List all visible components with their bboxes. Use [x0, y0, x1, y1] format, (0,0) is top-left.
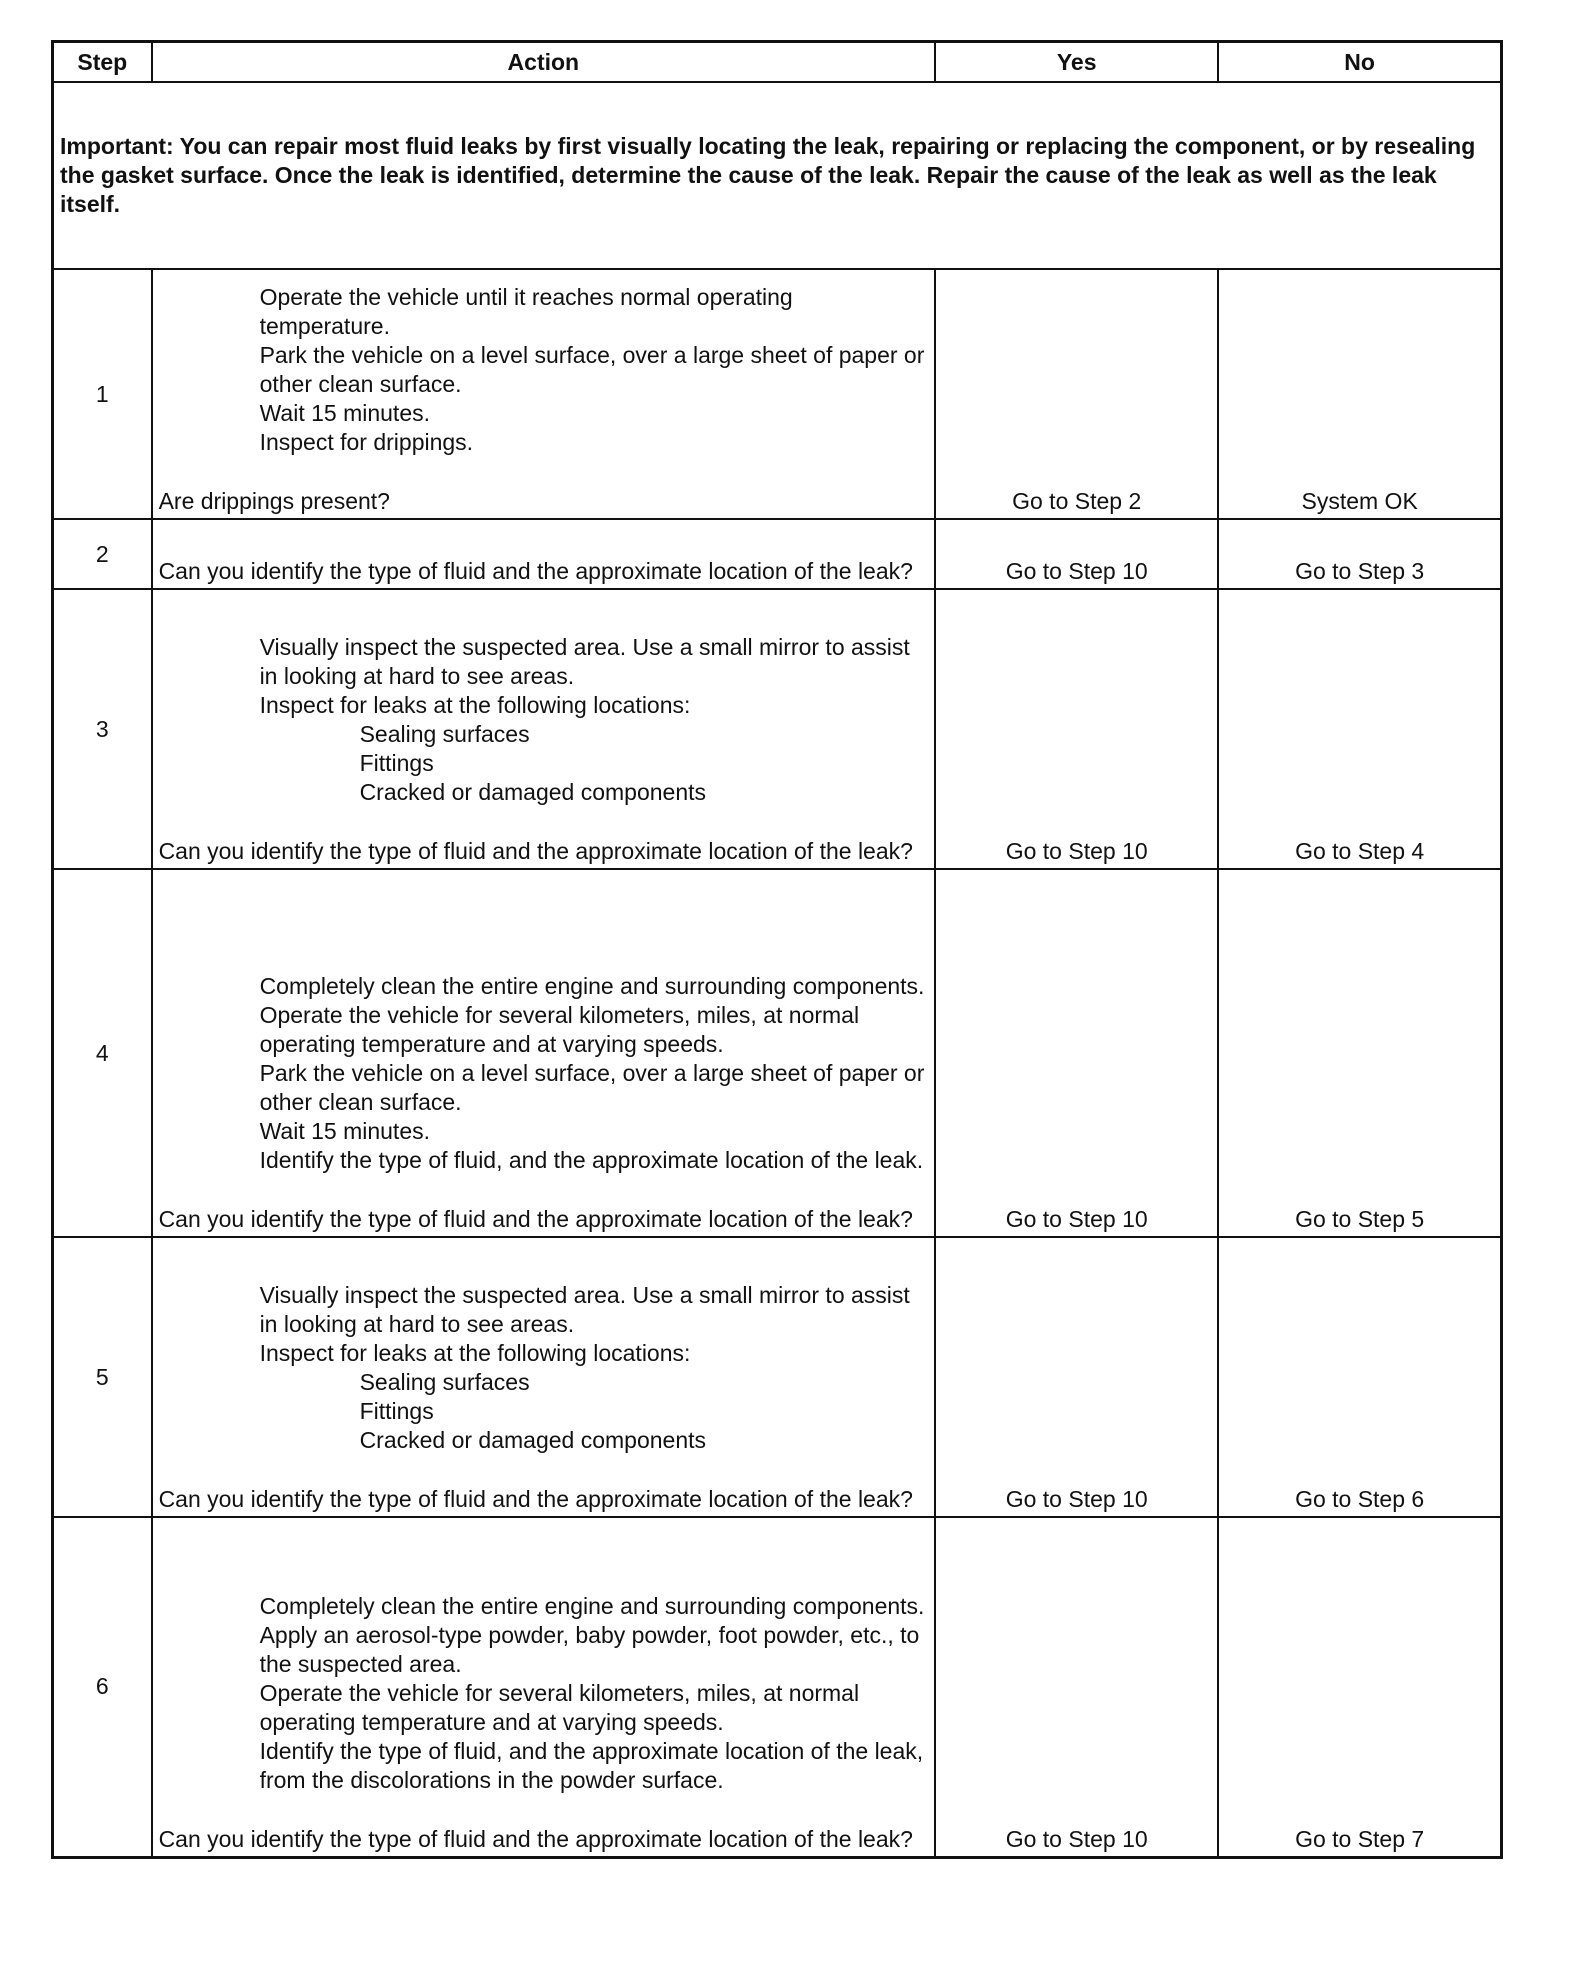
step-number: 4 — [53, 869, 152, 1237]
action-step-item: Inspect for leaks at the following locations: — [259, 1340, 691, 1366]
step-number: 1 — [53, 269, 152, 519]
step-question: Can you identify the type of fluid and the approximate location of the leak? — [158, 1486, 913, 1512]
important-row — [53, 82, 1502, 269]
step-row — [53, 589, 1502, 869]
step-question: Are drippings present? — [158, 488, 390, 514]
yes-result: Go to Step 2 — [935, 269, 1218, 519]
yes-result: Go to Step 10 — [935, 519, 1218, 589]
action-step-item: Inspect for leaks at the following locations: — [259, 692, 691, 718]
action-step-item: Identify the type of fluid, and the approximate location of the leak, from the discolorations in the powder surface. — [259, 1737, 924, 1793]
inspection-location-item: Sealing surfaces — [359, 1369, 530, 1395]
yes-result: Go to Step 10 — [935, 589, 1218, 869]
step-row — [53, 869, 1502, 1237]
step-question: Can you identify the type of fluid and the approximate location of the leak? — [158, 558, 913, 584]
step-question: Can you identify the type of fluid and the approximate location of the leak? — [158, 1825, 913, 1852]
inspection-location-item: Cracked or damaged components — [359, 1427, 707, 1453]
action-step-item: Visually inspect the suspected area. Use a small mirror to assist in looking at hard to see areas. — [259, 634, 910, 689]
step-row — [53, 1237, 1502, 1517]
step-number: 2 — [53, 519, 152, 589]
action-steps-list — [260, 633, 929, 807]
action-step-item: Completely clean the entire engine and surrounding components. — [259, 1592, 925, 1619]
no-result: System OK — [1218, 269, 1501, 519]
step-row — [53, 519, 1502, 589]
no-result: Go to Step 3 — [1218, 519, 1501, 589]
action-step-item: Completely clean the entire engine and surrounding components. — [259, 973, 925, 999]
diagnostic-table — [51, 40, 1503, 1859]
action-step-item: Visually inspect the suspected area. Use a small mirror to assist in looking at hard to see areas. — [259, 1282, 910, 1337]
step-number: 5 — [53, 1237, 152, 1517]
action-cell — [152, 589, 936, 869]
action-step-item: Apply an aerosol-type powder, baby powder, foot powder, etc., to the suspected area. — [259, 1621, 920, 1677]
no-result: Go to Step 5 — [1218, 869, 1501, 1237]
action-cell — [152, 1517, 936, 1857]
step-question: Can you identify the type of fluid and the approximate location of the leak? — [158, 1206, 913, 1232]
no-result: Go to Step 4 — [1218, 589, 1501, 869]
action-cell — [152, 869, 936, 1237]
action-step-item: Park the vehicle on a level surface, over a large sheet of paper or other clean surface. — [259, 1060, 925, 1115]
action-step-item: Operate the vehicle until it reaches normal operating temperature. — [259, 284, 793, 339]
header-row — [53, 42, 1502, 83]
action-steps-list — [260, 1281, 929, 1455]
header-no: No — [1218, 42, 1501, 83]
inspection-location-item: Sealing surfaces — [359, 721, 530, 747]
header-action: Action — [152, 42, 936, 83]
inspection-location-item: Fittings — [359, 1398, 434, 1424]
action-step-item: Wait 15 minutes. — [259, 1118, 430, 1144]
action-cell — [152, 269, 936, 519]
header-step: Step — [53, 42, 152, 83]
yes-result: Go to Step 10 — [935, 869, 1218, 1237]
action-step-item: Wait 15 minutes. — [259, 400, 430, 426]
no-result: Go to Step 6 — [1218, 1237, 1501, 1517]
inspection-locations-list — [360, 720, 929, 807]
yes-result: Go to Step 10 — [935, 1517, 1218, 1857]
yes-result: Go to Step 10 — [935, 1237, 1218, 1517]
action-steps-list — [260, 1592, 929, 1795]
inspection-location-item: Fittings — [359, 750, 434, 776]
action-cell — [152, 1237, 936, 1517]
step-question: Can you identify the type of fluid and the approximate location of the leak? — [158, 838, 913, 864]
action-cell — [152, 519, 936, 589]
action-step-item: Park the vehicle on a level surface, over a large sheet of paper or other clean surface. — [259, 342, 925, 397]
step-number: 3 — [53, 589, 152, 869]
inspection-locations-list — [360, 1368, 929, 1455]
no-result: Go to Step 7 — [1218, 1517, 1501, 1857]
action-steps-list — [260, 972, 929, 1175]
inspection-location-item: Cracked or damaged components — [359, 779, 707, 805]
step-row — [53, 269, 1502, 519]
action-step-item: Identify the type of fluid, and the approximate location of the leak. — [259, 1147, 924, 1173]
action-steps-list — [260, 283, 929, 457]
step-number: 6 — [53, 1517, 152, 1857]
action-step-item: Operate the vehicle for several kilometers, miles, at normal operating temperature and at varying speeds. — [259, 1679, 860, 1735]
action-step-item: Operate the vehicle for several kilometers, miles, at normal operating temperature and at varying speeds. — [259, 1002, 860, 1057]
action-step-item: Inspect for drippings. — [259, 429, 474, 455]
important-note: Important: You can repair most fluid leaks by first visually locating the leak, repairing or replacing the component, or by resealing the gasket surface. Once the leak is identified, determine the cause of the leak. Repair the cause of the leak as well as the leak itself. — [53, 82, 1502, 269]
header-yes: Yes — [935, 42, 1218, 83]
step-row — [53, 1517, 1502, 1857]
